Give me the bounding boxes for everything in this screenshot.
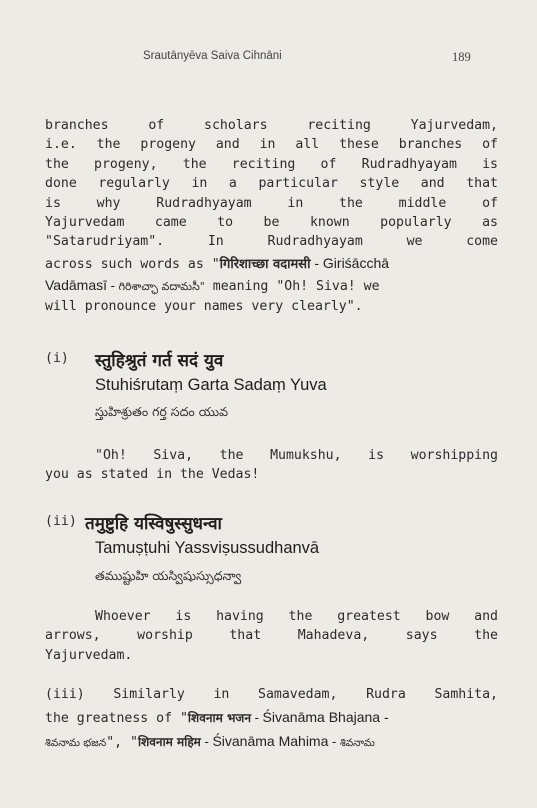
text-segment: across such words as ": [45, 256, 220, 272]
text-line: Yajurvedam came to be known popularly as: [45, 215, 498, 231]
transliteration-phrase: Śivanāma Bhajana -: [262, 709, 389, 726]
devanagari-phrase: गिरिशाच्छा वदामसी: [219, 256, 311, 272]
verse-number: (ii): [45, 514, 77, 529]
devanagari-phrase: शिवनाम भजन: [187, 711, 251, 726]
verse-1-meaning: [45, 446, 498, 485]
verse-telugu: తముష్టుహి యస్విషుస్సుధన్వా: [95, 568, 242, 583]
text-line: [45, 732, 498, 753]
text-segment: ", ": [106, 734, 138, 750]
verse-devanagari: स्तुहिश्रुतं गर्त सदं युव: [95, 351, 224, 371]
verse-2-meaning: [45, 607, 498, 665]
verse-number: (i): [45, 351, 69, 366]
verse-telugu: స్తుహిశ్రుతం గర్త సదం యువ: [95, 404, 228, 419]
text-line: Yajurvedam.: [45, 647, 133, 663]
text-line: is why Rudradhyayam in the middle of: [45, 195, 498, 211]
text-line: done regularly in a particular style and that: [45, 176, 498, 192]
text-segment: meaning "Oh! Siva! we: [204, 279, 380, 295]
devanagari-phrase: शिवनाम महिम: [137, 734, 201, 749]
telugu-phrase: శివనామ భజన: [45, 736, 107, 749]
text-line: arrows, worship that Mahadeva, says the: [45, 628, 498, 644]
text-line: branches of scholars reciting Yajurvedam,: [45, 118, 498, 133]
text-line: [45, 254, 498, 274]
verse-transliteration: Stuhiśrutaṃ Garta Sadaṃ Yuva: [95, 376, 327, 394]
text-line: the progeny, the reciting of Rudradhyayam is: [45, 156, 498, 172]
text-segment: -: [107, 278, 119, 294]
text-line: "Oh! Siva, the Mumukshu, is worshipping: [95, 448, 498, 463]
paragraph-samavedam: [45, 685, 498, 753]
text-line: you as stated in the Vedas!: [45, 467, 260, 483]
text-line: Whoever is having the greatest bow and: [95, 609, 498, 624]
text-segment: -: [250, 710, 263, 726]
text-segment: the greatness of ": [45, 711, 188, 727]
text-line: will pronounce your names very clearly".: [45, 298, 363, 314]
text-line: i.e. the progeny and in all these branches of: [45, 137, 498, 153]
text-line: [45, 708, 498, 728]
telugu-phrase: శివనామ: [339, 736, 375, 749]
paragraph-intro: [45, 116, 498, 316]
transliteration-phrase: - Giriśācchā: [310, 254, 390, 271]
text-line: "Satarudriyam". In Rudradhyayam we come: [45, 234, 498, 250]
text-segment: -: [328, 733, 340, 749]
text-segment: -: [200, 733, 213, 749]
transliteration-phrase: Śivanāma Mahima: [212, 732, 329, 749]
verse-devanagari: तमुष्टुहि यस्विषुस्सुधन्वा: [85, 514, 222, 534]
text-line: (iii) Similarly in Samavedam, Rudra Samhita,: [45, 687, 498, 702]
page-header: [0, 50, 537, 70]
transliteration-phrase: Vadāmasī: [45, 277, 107, 294]
running-head: Srautānyēva Saiva Cihnāni: [143, 50, 282, 62]
page-number: 189: [452, 50, 471, 64]
text-line: [45, 276, 498, 296]
verse-transliteration: Tamuṣṭuhi Yassviṣussudhanvā: [95, 539, 320, 557]
telugu-phrase: గిరిశాచ్ఛా వదామసీ": [118, 280, 205, 294]
